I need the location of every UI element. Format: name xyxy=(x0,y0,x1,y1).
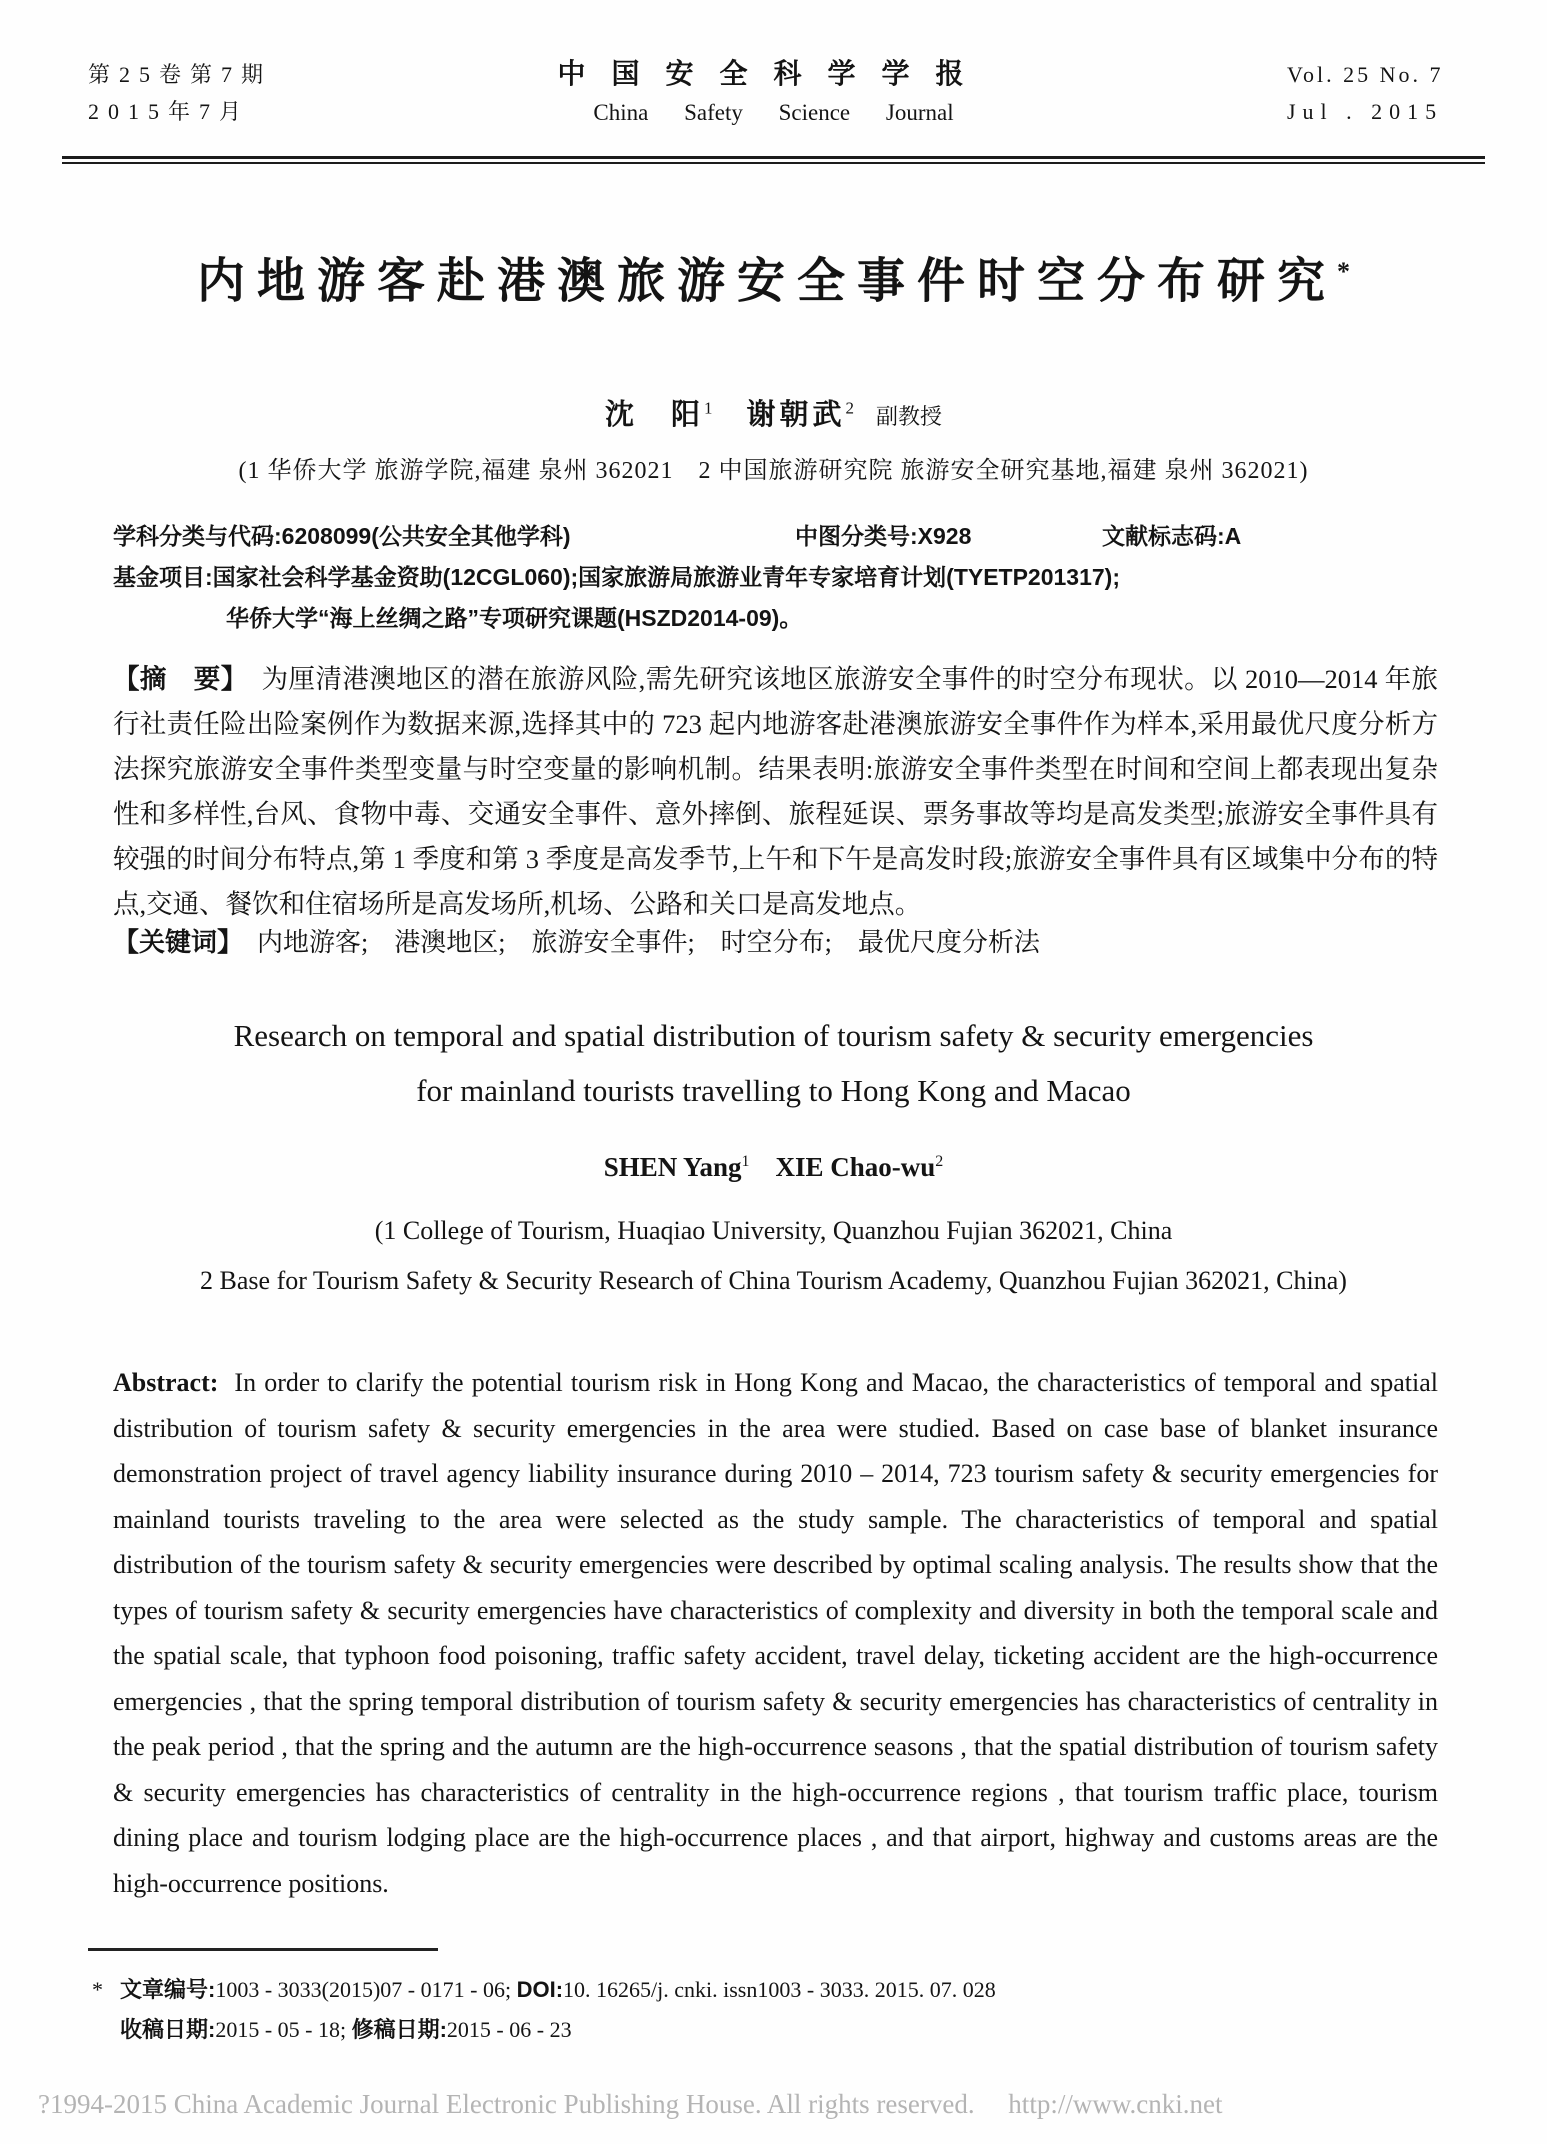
author-en-name-1: SHEN Yang xyxy=(603,1152,742,1182)
author-en-sup-2: 2 xyxy=(935,1153,944,1170)
meta-row-classification xyxy=(113,516,1459,557)
author-name-2: 谢朝武 xyxy=(746,399,846,431)
journal-name-en: China Safety Science Journal xyxy=(593,100,954,125)
footnote-rule xyxy=(88,1948,438,1951)
journal-header xyxy=(0,52,1547,152)
doi-label: DOI: xyxy=(516,1977,564,2002)
author-en-sup-1: 1 xyxy=(741,1153,750,1170)
doc-code-segment xyxy=(1102,516,1241,557)
fund-text-2: 华侨大学“海上丝绸之路”专项研究课题(HSZD2014-09)。 xyxy=(226,605,803,631)
doc-code-value: A xyxy=(1224,523,1242,549)
author-sup-2: 2 xyxy=(845,398,854,418)
clc-segment xyxy=(795,516,971,557)
footnote-asterisk: * xyxy=(92,1977,103,2002)
revised-date-label: 修稿日期: xyxy=(351,2017,447,2042)
affiliation-en-line1: (1 College of Tourism, Huaqiao University, Quanzhou Fujian 362021, China xyxy=(374,1216,1173,1245)
author-en-name-2: XIE Chao-wu xyxy=(775,1152,936,1182)
received-date-value: 2015 - 05 - 18; xyxy=(215,2017,347,2042)
fund-label: 基金项目: xyxy=(113,564,213,590)
header-double-rule xyxy=(62,156,1485,164)
meta-row-fund-2 xyxy=(113,598,1459,639)
meta-row-fund-1 xyxy=(113,557,1459,598)
affiliation-en-line2: 2 Base for Tourism Safety & Security Research of China Tourism Academy, Quanzhou Fujian 362021, China) xyxy=(200,1266,1347,1295)
author-rank: 副教授 xyxy=(876,404,943,429)
keywords-label-cn: 【关键词】 xyxy=(113,927,244,957)
footnote xyxy=(92,1970,1459,2050)
doi-value: 10. 16265/j. cnki. issn1003 - 3033. 2015. 07. 028 xyxy=(563,1977,996,2002)
subject-code-label: 学科分类与代码: xyxy=(113,523,282,549)
paper-title-en xyxy=(0,1008,1547,1118)
keywords-cn xyxy=(113,922,1438,959)
cnki-watermark: ?1994-2015 China Academic Journal Electronic Publishing House. All rights reserved. http://www.cnki.net xyxy=(38,2089,1223,2119)
affiliation-cn: (1 华侨大学 旅游学院,福建 泉州 362021 2 中国旅游研究院 旅游安全研究基地,福建 泉州 362021) xyxy=(238,458,1309,484)
received-date-label: 收稿日期: xyxy=(120,2017,216,2042)
keywords-text-cn: 内地游客; 港澳地区; 旅游安全事件; 时空分布; 最优尺度分析法 xyxy=(257,928,1040,957)
meta-block xyxy=(113,516,1459,639)
clc-label: 中图分类号: xyxy=(795,523,918,549)
issue-date-en: Jul . 2015 xyxy=(1287,99,1444,124)
subject-code-value: 6208099(公共安全其他学科) xyxy=(281,523,571,549)
abstract-label-en: Abstract: xyxy=(113,1368,219,1397)
volume-issue-cn: 第25卷第7期 xyxy=(88,62,273,87)
revised-date-value: 2015 - 06 - 23 xyxy=(446,2017,572,2042)
abstract-text-en: In order to clarify the potential tourism risk in Hong Kong and Macao, the characteristics of temporal and spatial distribution of tourism safety & security emergencies in the area were studied. Based on case base of blanket insurance demonstration project of travel agency liability insurance during 2010 – 2014, 723 tourism safety & security emergencies for mainland tourists traveling to the area were selected as the study sample. The characteristics of temporal and spatial distribution of the tourism safety & security emergencies were described by optimal scaling analysis. The results show that the types of tourism safety & security emergencies have characteristics of complexity and diversity in both the temporal scale and the spatial scale, that typhoon food poisoning, traffic safety accident, travel delay, ticketing accident are the high-occurrence emergencies , that the spring temporal distribution of tourism safety & security emergencies has characteristics of centrality in the peak period , that the spring and the autumn are the high-occurrence seasons , that the spatial distribution of tourism safety & security emergencies has characteristics of centrality in the high-occurrence regions , that tourism traffic place, tourism dining place and tourism lodging place are the high-occurrence places , and that airport, highway and customs areas are the high-occurrence positions. xyxy=(113,1368,1438,1898)
article-number-value: 1003 - 3033(2015)07 - 0171 - 06; xyxy=(215,1977,512,2002)
clc-value: X928 xyxy=(917,523,972,549)
authors-cn xyxy=(0,392,1547,433)
paper-title-cn xyxy=(0,242,1547,311)
paper-title-cn-text: 内地游客赴港澳旅游安全事件时空分布研究 xyxy=(196,255,1337,308)
doc-code-label: 文献标志码: xyxy=(1102,523,1225,549)
journal-header-right xyxy=(1287,56,1444,130)
article-number-label: 文章编号: xyxy=(120,1977,216,2002)
journal-name-cn: 中国安全科学学报 xyxy=(557,59,990,90)
abstract-cn xyxy=(113,657,1438,927)
abstract-label-cn: 【摘 要】 xyxy=(113,663,248,694)
footnote-line-2 xyxy=(92,2010,1459,2050)
abstract-en xyxy=(113,1360,1438,1906)
volume-issue-en: Vol. 25 No. 7 xyxy=(1287,62,1444,87)
paper-title-en-line1: Research on temporal and spatial distribution of tourism safety & security emergencies xyxy=(233,1018,1314,1053)
author-name-1: 沈 阳 xyxy=(604,399,704,431)
footnote-line-1 xyxy=(92,1970,1459,2010)
issue-date-cn: 2015年7月 xyxy=(88,99,251,124)
title-footnote-asterisk: * xyxy=(1337,257,1350,286)
abstract-text-cn: 为厘清港澳地区的潜在旅游风险,需先研究该地区旅游安全事件的时空分布现状。以 2010—2014 年旅行社责任险出险案例作为数据来源,选择其中的 723 起内地游客赴港澳旅游安全事件作为样本,采用最优尺度分析方法探究旅游安全事件类型变量与时空变量的影响机制。结果表明:旅游安全事件类型在时间和空间上都表现出复杂性和多样性,台风、食物中毒、交通安全事件、意外摔倒、旅程延误、票务事故等均是高发类型;旅游安全事件具有较强的时间分布特点,第 1 季度和第 3 季度是高发季节,上午和下午是高发时段;旅游安全事件具有区域集中分布的特点,交通、餐饮和住宿场所是高发场所,机场、公路和关口是高发地点。 xyxy=(113,663,1438,919)
author-sup-1: 1 xyxy=(703,398,713,418)
fund-text-1: 国家社会科学基金资助(12CGL060);国家旅游局旅游业青年专家培育计划(TYETP201317); xyxy=(212,564,1121,590)
paper-title-en-line2: for mainland tourists travelling to Hong Kong and Macao xyxy=(416,1073,1131,1108)
authors-en xyxy=(0,1152,1547,1183)
